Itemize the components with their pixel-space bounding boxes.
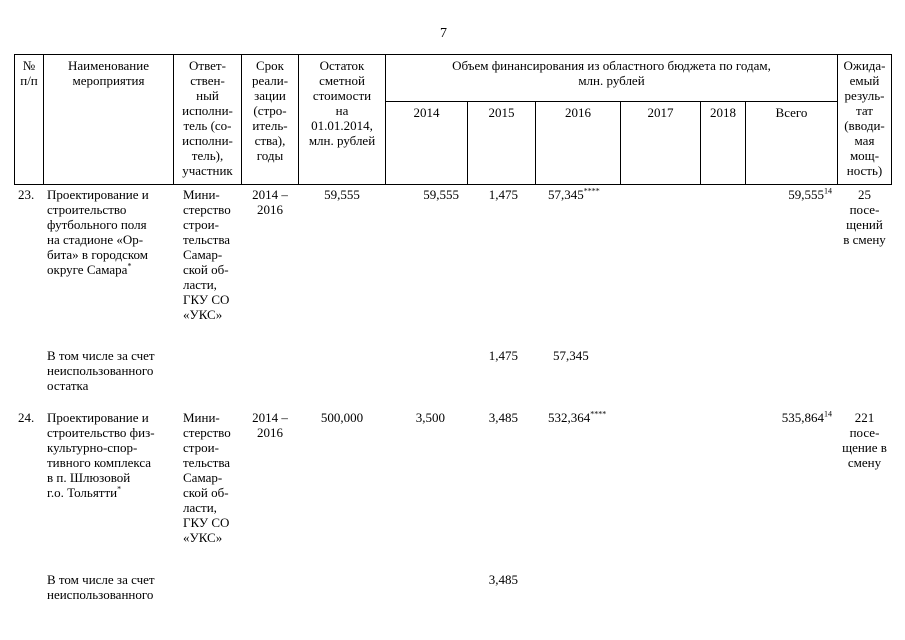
- header-bottom-border: [14, 184, 892, 185]
- result-line: посе-: [849, 202, 880, 217]
- executor-line: «УКС»: [183, 307, 223, 322]
- term-line: 2016: [257, 202, 283, 217]
- footnote-mark: 14: [824, 409, 832, 419]
- header-text: мощ-: [849, 148, 880, 163]
- row-24-2014: 3,500: [415, 410, 445, 425]
- header-text: Наименование: [68, 58, 149, 73]
- executor-line: «УКС»: [183, 530, 223, 545]
- executor-line: строи-: [183, 217, 219, 232]
- term-line: 2016: [257, 425, 283, 440]
- header-total: Всего: [775, 105, 808, 120]
- header-text: участник: [182, 163, 233, 178]
- row-23-sub-2015: 1,475: [488, 348, 518, 363]
- header-text: ства),: [254, 133, 286, 148]
- executor-line: ской об-: [183, 485, 229, 500]
- name-line: футбольного поля: [47, 217, 147, 232]
- sub-label-line: В том числе за счет: [47, 348, 155, 363]
- row-24-sub-2015: 3,485: [488, 572, 518, 587]
- header-text: реали-: [251, 73, 289, 88]
- row-23-term: [242, 187, 298, 217]
- row-23-2014: 59,555: [423, 187, 459, 202]
- term-line: 2014 –: [252, 410, 288, 425]
- header-text: (вводи-: [844, 118, 885, 133]
- footnote-mark: *: [127, 261, 132, 271]
- term-line: 2014 –: [252, 187, 288, 202]
- header-text: Ответ-: [189, 58, 226, 73]
- header-num: [14, 58, 44, 88]
- header-text: мероприятия: [72, 73, 145, 88]
- executor-line: ГКУ СО: [183, 292, 230, 307]
- header-year-2015: 2015: [488, 105, 515, 120]
- executor-line: Мини-: [183, 410, 220, 425]
- header-text: сметной: [319, 73, 365, 88]
- result-line: смену: [847, 455, 882, 470]
- header-text: тель (со-: [183, 118, 232, 133]
- executor-line: ласти,: [183, 277, 217, 292]
- row-23-result: [838, 187, 891, 247]
- result-line: посе-: [849, 425, 880, 440]
- name-line: в п. Шлюзовой: [47, 470, 131, 485]
- row-23-num: 23.: [18, 187, 35, 202]
- header-remainder: [299, 58, 385, 148]
- row-23-total: [746, 187, 832, 202]
- result-line: щений: [846, 217, 883, 232]
- name-line: на стадионе «Ор-: [47, 232, 144, 247]
- header-name: [44, 58, 173, 88]
- row-24-sub-label: [47, 572, 173, 602]
- footnote-mark: 14: [824, 186, 832, 196]
- executor-line: ской об-: [183, 262, 229, 277]
- header-text: на: [335, 103, 349, 118]
- executor-line: стерство: [183, 202, 231, 217]
- header-year-2018: 2018: [710, 105, 736, 120]
- value-text: 535,864: [781, 410, 824, 425]
- executor-line: Самар-: [183, 470, 223, 485]
- sub-label-line: неиспользованного: [47, 587, 154, 602]
- executor-line: строи-: [183, 440, 219, 455]
- executor-line: Мини-: [183, 187, 220, 202]
- name-line: [47, 485, 173, 500]
- header-text: итель-: [252, 118, 288, 133]
- row-23-2015: 1,475: [488, 187, 518, 202]
- header-text: млн. рублей: [308, 133, 376, 148]
- row-24-executor: [183, 410, 241, 545]
- row-24-term: [242, 410, 298, 440]
- years-divider: [385, 101, 837, 102]
- sub-label-line: остатка: [47, 378, 89, 393]
- header-text: п/п: [20, 73, 38, 88]
- header-text: стоимости: [312, 88, 372, 103]
- header-top-border: [14, 54, 892, 55]
- header-text: №: [22, 58, 36, 73]
- header-text: 01.01.2014,: [311, 118, 373, 133]
- row-24-remainder: 500,000: [320, 410, 364, 425]
- footnote-mark: ****: [583, 186, 600, 196]
- page-number: 7: [440, 26, 447, 41]
- header-text: Срок: [256, 58, 284, 73]
- executor-line: тельства: [183, 232, 231, 247]
- name-line: [47, 262, 173, 277]
- name-text: г.о. Тольятти: [47, 485, 118, 500]
- header-text: резуль-: [844, 88, 885, 103]
- header-text: мая: [854, 133, 875, 148]
- row-24-num: 24.: [18, 410, 35, 425]
- row-23-sub-2016: 57,345: [553, 348, 589, 363]
- header-executor: [174, 58, 241, 178]
- name-text: округе Самара: [47, 262, 128, 277]
- row-24-2016: [548, 410, 620, 425]
- header-text: зации: [254, 88, 286, 103]
- row-24-name: [47, 410, 173, 500]
- row-23-remainder: 59,555: [324, 187, 360, 202]
- value-text: 57,345: [548, 187, 584, 202]
- result-line: 25: [858, 187, 871, 202]
- header-text: ность): [846, 163, 883, 178]
- sub-label-line: В том числе за счет: [47, 572, 155, 587]
- header-text: Ожида-: [843, 58, 886, 73]
- executor-line: ласти,: [183, 500, 217, 515]
- name-line: строительство: [47, 202, 127, 217]
- result-line: щение в: [842, 440, 887, 455]
- value-text: 59,555: [788, 187, 824, 202]
- footnote-mark: ****: [590, 409, 607, 419]
- name-line: бита» в городском: [47, 247, 148, 262]
- header-text: годы: [256, 148, 284, 163]
- name-line: культурно-спор-: [47, 440, 138, 455]
- row-24-2015: 3,485: [488, 410, 518, 425]
- header-result: [838, 58, 891, 178]
- header-text: ный: [196, 88, 219, 103]
- executor-line: тельства: [183, 455, 231, 470]
- footnote-mark: *: [117, 484, 122, 494]
- header-year-2014: 2014: [413, 105, 440, 120]
- header-text: млн. рублей: [578, 73, 645, 88]
- executor-line: ГКУ СО: [183, 515, 230, 530]
- header-text: ствен-: [190, 73, 225, 88]
- header-text: (стро-: [253, 103, 287, 118]
- executor-line: Самар-: [183, 247, 223, 262]
- header-funding-title: [386, 58, 837, 88]
- header-text: исполни-: [182, 103, 233, 118]
- header-text: Остаток: [319, 58, 365, 73]
- name-line: Проектирование и: [47, 187, 149, 202]
- result-line: 221: [854, 410, 875, 425]
- header-text: емый: [849, 73, 880, 88]
- row-23-sub-label: [47, 348, 173, 393]
- executor-line: стерство: [183, 425, 231, 440]
- name-line: Проектирование и: [47, 410, 149, 425]
- header-text: тат: [856, 103, 873, 118]
- sub-label-line: неиспользованного: [47, 363, 154, 378]
- header-year-2017: 2017: [647, 105, 674, 120]
- header-year-2016: 2016: [565, 105, 591, 120]
- name-line: строительство физ-: [47, 425, 155, 440]
- header-text: исполни-: [182, 133, 233, 148]
- result-line: в смену: [843, 232, 886, 247]
- row-23-executor: [183, 187, 241, 322]
- header-text: Объем финансирования из областного бюджета по годам,: [452, 58, 771, 73]
- row-24-result: [838, 410, 891, 470]
- row-23-name: [47, 187, 173, 277]
- value-text: 532,364: [548, 410, 591, 425]
- row-24-total: [746, 410, 832, 425]
- header-term: [242, 58, 298, 163]
- col-border: [891, 54, 892, 185]
- name-line: тивного комплекса: [47, 455, 152, 470]
- header-text: тель),: [191, 148, 224, 163]
- row-23-2016: [548, 187, 620, 202]
